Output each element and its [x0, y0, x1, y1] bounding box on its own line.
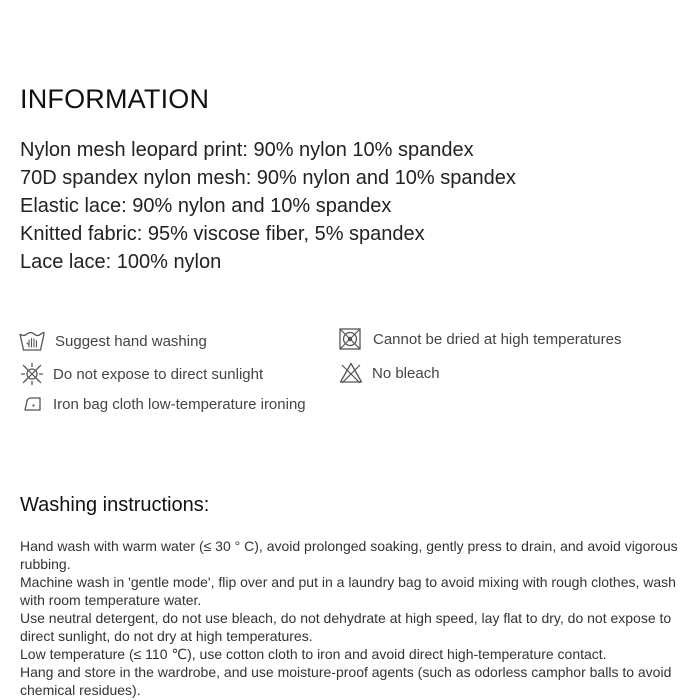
care-no-sunlight [20, 362, 263, 386]
material-item: Nylon mesh leopard print: 90% nylon 10% spandex [20, 139, 474, 161]
hand-wash-icon [18, 329, 46, 353]
care-hand-wash [18, 329, 207, 353]
material-item: Knitted fabric: 95% viscose fiber, 5% spandex [20, 223, 425, 245]
no-tumble-dry-icon [338, 327, 362, 351]
care-no-bleach [339, 361, 440, 385]
instruction-item: Hand wash with warm water (≤ 30 ° C), avoid prolonged soaking, gently press to drain, and avoid vigorous rubbing. [20, 538, 678, 572]
instruction-item: Hang and store in the wardrobe, and use moisture-proof agents (such as odorless camphor balls to avoid chemical residues). [20, 664, 672, 698]
low-iron-label: Iron bag cloth low-temperature ironing [53, 395, 306, 413]
no-bleach-icon [339, 361, 363, 385]
instruction-item: Low temperature (≤ 110 ℃), use cotton cloth to iron and avoid direct high-temperature contact. [20, 646, 607, 662]
information-title: INFORMATION [20, 84, 210, 114]
no-sunlight-label: Do not expose to direct sunlight [53, 365, 264, 383]
hand-wash-label: Suggest hand washing [55, 332, 207, 350]
instruction-item: Use neutral detergent, do not use bleach, do not dehydrate at high speed, lay flat to dry, do not expose to direct sunlight, do not dry at high temperatures. [20, 610, 672, 644]
material-item: Elastic lace: 90% nylon and 10% spandex [20, 195, 392, 217]
instruction-item: Machine wash in 'gentle mode', flip over and put in a laundry bag to avoid mixing with rough clothes, wash with room temperature water. [20, 574, 676, 608]
care-low-iron [22, 395, 306, 413]
no-sunlight-icon [20, 362, 44, 386]
material-item: Lace lace: 100% nylon [20, 251, 222, 273]
no-tumble-dry-label: Cannot be dried at high temperatures [373, 330, 622, 348]
materials-list [20, 136, 516, 276]
no-bleach-label: No bleach [372, 364, 440, 382]
washing-instructions-title: Washing instructions: [20, 494, 210, 516]
low-iron-icon [22, 395, 44, 413]
washing-instructions-list [20, 537, 680, 699]
care-no-tumble-dry [338, 327, 622, 351]
material-item: 70D spandex nylon mesh: 90% nylon and 10% spandex [20, 167, 516, 189]
